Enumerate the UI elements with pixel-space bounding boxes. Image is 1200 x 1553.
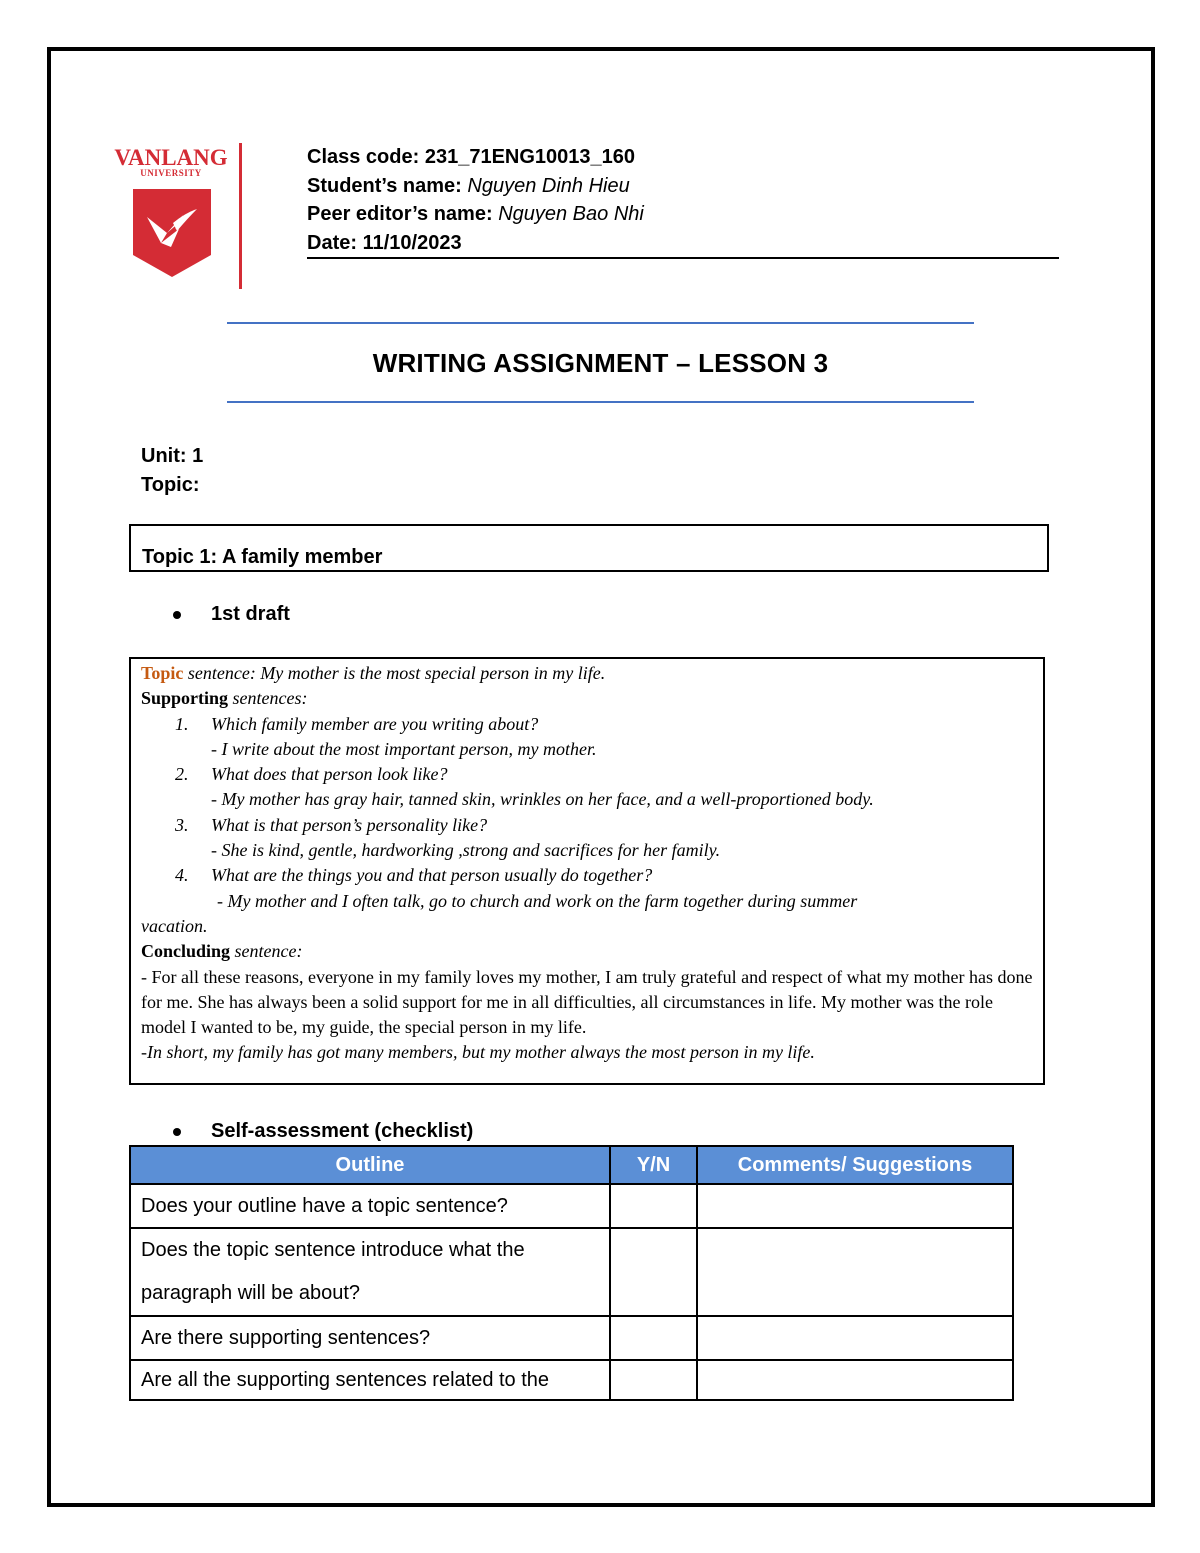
draft-box bbox=[129, 657, 1045, 1085]
class-code-line: Class code: 231_71ENG10013_160 bbox=[307, 146, 636, 168]
question-3: 3. What is that person’s personality like? bbox=[175, 814, 488, 835]
col-comments: Comments/ Suggestions bbox=[697, 1146, 1013, 1184]
logo-divider bbox=[239, 143, 242, 289]
question-2: 2. What does that person look like? bbox=[175, 764, 448, 785]
question-1: 1. Which family member are you writing about? bbox=[175, 713, 539, 734]
yn-cell[interactable] bbox=[610, 1184, 697, 1228]
in-short-text: -In short, my family has got many members, but my mother always the most person in my life. bbox=[141, 1042, 815, 1063]
supporting-heading: Supporting sentences: bbox=[141, 688, 308, 709]
outline-cell: Are there supporting sentences? bbox=[130, 1316, 610, 1360]
bullet-self-assessment bbox=[173, 1120, 473, 1143]
comment-cell[interactable] bbox=[697, 1228, 1013, 1316]
outline-cell: Does the topic sentence introduce what the paragraph will be about? bbox=[130, 1228, 610, 1316]
yn-cell[interactable] bbox=[610, 1316, 697, 1360]
col-outline: Outline bbox=[130, 1146, 610, 1184]
outline-cell: Does your outline have a topic sentence? bbox=[130, 1184, 610, 1228]
outline-cell: Are all the supporting sentences related to the bbox=[130, 1360, 610, 1400]
svg-text:VANLANG: VANLANG bbox=[114, 145, 228, 170]
unit-label: Unit: 1 bbox=[141, 445, 204, 467]
answer-1: - I write about the most important person, my mother. bbox=[211, 738, 597, 759]
yn-cell[interactable] bbox=[610, 1228, 697, 1316]
table-row bbox=[130, 1184, 1013, 1228]
comment-cell[interactable] bbox=[697, 1184, 1013, 1228]
peer-line: Peer editor’s name: Nguyen Bao Nhi bbox=[307, 203, 644, 225]
unit-block bbox=[141, 442, 203, 500]
topic-box-text: Topic 1: A family member bbox=[142, 546, 383, 568]
table-row bbox=[130, 1360, 1013, 1400]
student-line: Student’s name: Nguyen Dinh Hieu bbox=[307, 174, 630, 197]
topic-sentence: Topic sentence: My mother is the most special person in my life. bbox=[141, 663, 606, 683]
table-row bbox=[130, 1228, 1013, 1316]
header-rule bbox=[307, 257, 1059, 259]
comment-cell[interactable] bbox=[697, 1360, 1013, 1400]
yn-cell[interactable] bbox=[610, 1360, 697, 1400]
question-4: 4. What are the things you and that person usually do together? bbox=[175, 865, 653, 886]
topic-box bbox=[129, 524, 1049, 572]
title-rule-top bbox=[227, 322, 974, 324]
checklist-header-row bbox=[130, 1146, 1013, 1184]
comment-cell[interactable] bbox=[697, 1316, 1013, 1360]
table-row bbox=[130, 1316, 1013, 1360]
header-info bbox=[307, 143, 644, 257]
answer-4: - My mother and I often talk, go to church and work on the farm together during summer bbox=[217, 890, 858, 911]
bullet-self-label: Self-assessment (checklist) bbox=[211, 1120, 474, 1142]
university-logo bbox=[113, 143, 233, 283]
svg-text:UNIVERSITY: UNIVERSITY bbox=[140, 168, 202, 178]
bullet-draft bbox=[173, 603, 290, 626]
title-rule-bottom bbox=[227, 401, 974, 403]
col-yn: Y/N bbox=[610, 1146, 697, 1184]
answer-2: - My mother has gray hair, tanned skin, wrinkles on her face, and a well-proportioned body. bbox=[211, 789, 874, 810]
checklist-table bbox=[129, 1145, 1014, 1401]
answer-4-cont: vacation. bbox=[141, 915, 208, 936]
bullet-icon bbox=[173, 611, 181, 619]
conclusion-text: - For all these reasons, everyone in my family loves my mother, I am truly grateful and respect of what my mother has done for me. She has always been a solid support for me in all difficulties, all circumstances in life. My mother was the role model I wanted to be, my guide, the special person in my life. bbox=[141, 966, 1033, 1038]
answer-3: - She is kind, gentle, hardworking ,strong and sacrifices for her family. bbox=[211, 840, 721, 861]
date-line: Date: 11/10/2023 bbox=[307, 231, 462, 254]
bullet-draft-label: 1st draft bbox=[211, 603, 290, 625]
topic-label: Topic: bbox=[141, 474, 200, 496]
concluding-heading: Concluding sentence: bbox=[141, 941, 303, 962]
page-title: WRITING ASSIGNMENT – LESSON 3 bbox=[372, 348, 829, 378]
bullet-icon bbox=[173, 1128, 181, 1136]
